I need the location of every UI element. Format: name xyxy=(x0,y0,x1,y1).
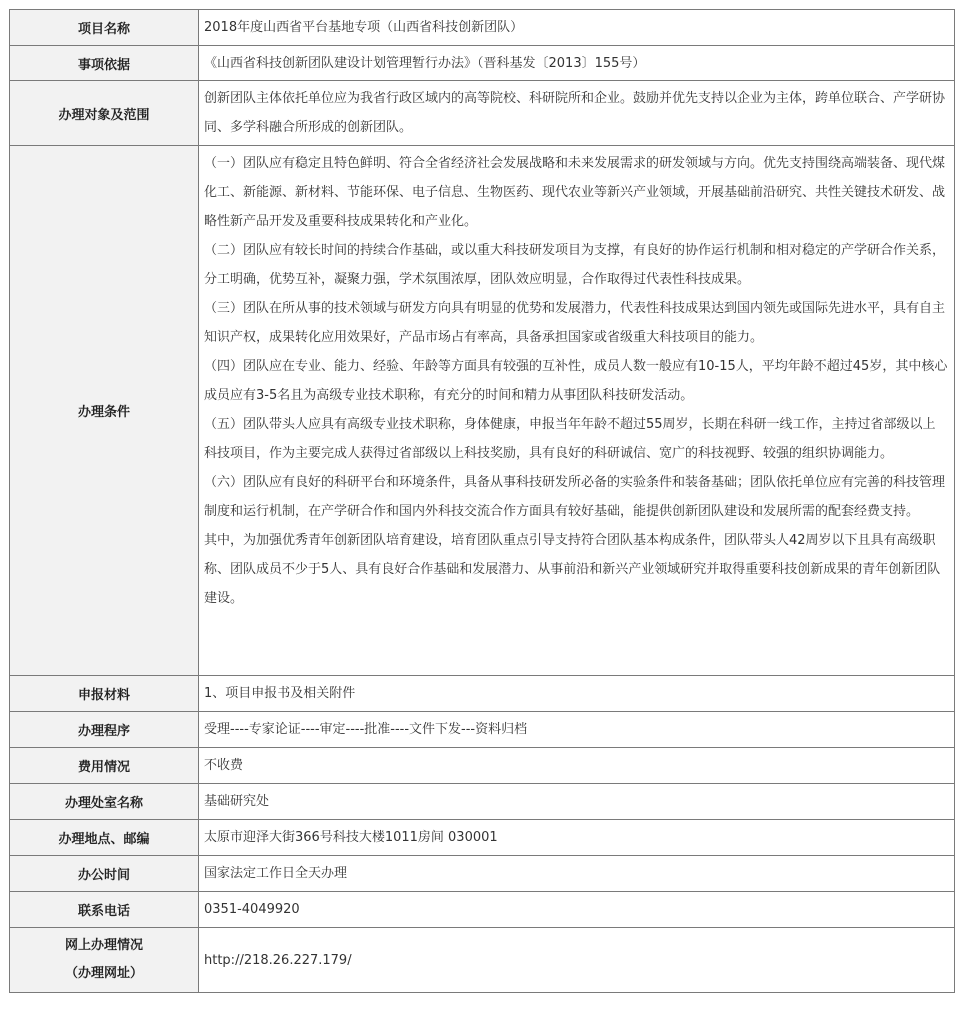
row-address xyxy=(10,820,955,856)
fees-value: 不收费 xyxy=(199,748,955,784)
procedure-label: 办理程序 xyxy=(10,712,199,748)
row-fees xyxy=(10,748,955,784)
row-basis xyxy=(10,46,955,81)
row-online xyxy=(10,928,955,993)
online-label-line2: （办理网址） xyxy=(64,966,143,981)
condition-paragraph: （一）团队应有稳定且特色鲜明、符合全省经济社会发展战略和未来发展需求的研发领域与方向。优先支持围绕高端装备、现代煤化工、新能源、新材料、节能环保、电子信息、生物医药、现代农业等新兴产业领域，开展基础前沿研究、共性关键技术研发、战略性新产品开发及重要科技成果转化和产业化。 xyxy=(204,156,946,229)
online-url-link[interactable]: http://218.26.227.179/ xyxy=(199,928,955,993)
conditions-label: 办理条件 xyxy=(10,146,199,676)
address-label: 办理地点、邮编 xyxy=(10,820,199,856)
row-phone xyxy=(10,892,955,928)
condition-paragraph: （四）团队应在专业、能力、经验、年龄等方面具有较强的互补性，成员人数一般应有10-15人，平均年龄不超过45岁，其中核心成员应有3-5名且为高级专业技术职称，有充分的时间和精力从事团队科技研发活动。 xyxy=(204,359,948,403)
row-office xyxy=(10,784,955,820)
materials-value: 1、项目申报书及相关附件 xyxy=(199,676,955,712)
condition-paragraph: （六）团队应有良好的科研平台和环境条件，具备从事科技研发所必备的实验条件和装备基础；团队依托单位应有完善的科技管理制度和运行机制，在产学研合作和国内外科技交流合作方面具有较好基础，能提供创新团队建设和发展所需的配套经费支持。 xyxy=(204,475,946,519)
office-label: 办理处室名称 xyxy=(10,784,199,820)
condition-paragraph: （三）团队在所从事的技术领域与研发方向具有明显的优势和发展潜力，代表性科技成果达到国内领先或国际先进水平，具有自主知识产权，成果转化应用效果好，产品市场占有率高，具备承担国家或省级重大科技项目的能力。 xyxy=(204,301,946,345)
fees-label: 费用情况 xyxy=(10,748,199,784)
service-info-table xyxy=(9,9,955,993)
condition-paragraph: （五）团队带头人应具有高级专业技术职称，身体健康，申报当年年龄不超过55周岁，长期在科研一线工作，主持过省部级以上科技项目，作为主要完成人获得过省部级以上科技奖励，具有良好的科研诚信、宽广的科技视野、较强的组织协调能力。 xyxy=(204,417,936,461)
conditions-value xyxy=(199,146,955,676)
office-value: 基础研究处 xyxy=(199,784,955,820)
basis-label: 事项依据 xyxy=(10,46,199,81)
row-hours xyxy=(10,856,955,892)
basis-value: 《山西省科技创新团队建设计划管理暂行办法》（晋科基发〔2013〕155号） xyxy=(199,46,955,81)
condition-paragraph: （二）团队应有较长时间的持续合作基础，或以重大科技研发项目为支撑，有良好的协作运行机制和相对稳定的产学研合作关系，分工明确，优势互补，凝聚力强，学术氛围浓厚，团队效应明显，合作取得过代表性科技成果。 xyxy=(204,243,946,287)
row-conditions xyxy=(10,146,955,676)
row-procedure xyxy=(10,712,955,748)
scope-label: 办理对象及范围 xyxy=(10,81,199,146)
project-name-label: 项目名称 xyxy=(10,10,199,46)
condition-paragraph: 其中，为加强优秀青年创新团队培育建设，培育团队重点引导支持符合团队基本构成条件，团队带头人42周岁以下且具有高级职称、团队成员不少于5人、具有良好合作基础和发展潜力、从事前沿和新兴产业领域研究并取得重要科技创新成果的青年创新团队建设。 xyxy=(204,533,941,606)
project-name-value: 2018年度山西省平台基地专项（山西省科技创新团队） xyxy=(199,10,955,46)
online-label-line1: 网上办理情况 xyxy=(64,938,143,953)
online-label xyxy=(10,928,199,993)
scope-value: 创新团队主体依托单位应为我省行政区域内的高等院校、科研院所和企业。鼓励并优先支持以企业为主体，跨单位联合、产学研协同、多学科融合所形成的创新团队。 xyxy=(199,81,955,146)
row-project-name xyxy=(10,10,955,46)
address-value: 太原市迎泽大街366号科技大楼1011房间 030001 xyxy=(199,820,955,856)
phone-label: 联系电话 xyxy=(10,892,199,928)
hours-label: 办公时间 xyxy=(10,856,199,892)
materials-label: 申报材料 xyxy=(10,676,199,712)
row-scope xyxy=(10,81,955,146)
procedure-value: 受理----专家论证----审定----批准----文件下发---资料归档 xyxy=(199,712,955,748)
hours-value: 国家法定工作日全天办理 xyxy=(199,856,955,892)
phone-value: 0351-4049920 xyxy=(199,892,955,928)
row-materials xyxy=(10,676,955,712)
